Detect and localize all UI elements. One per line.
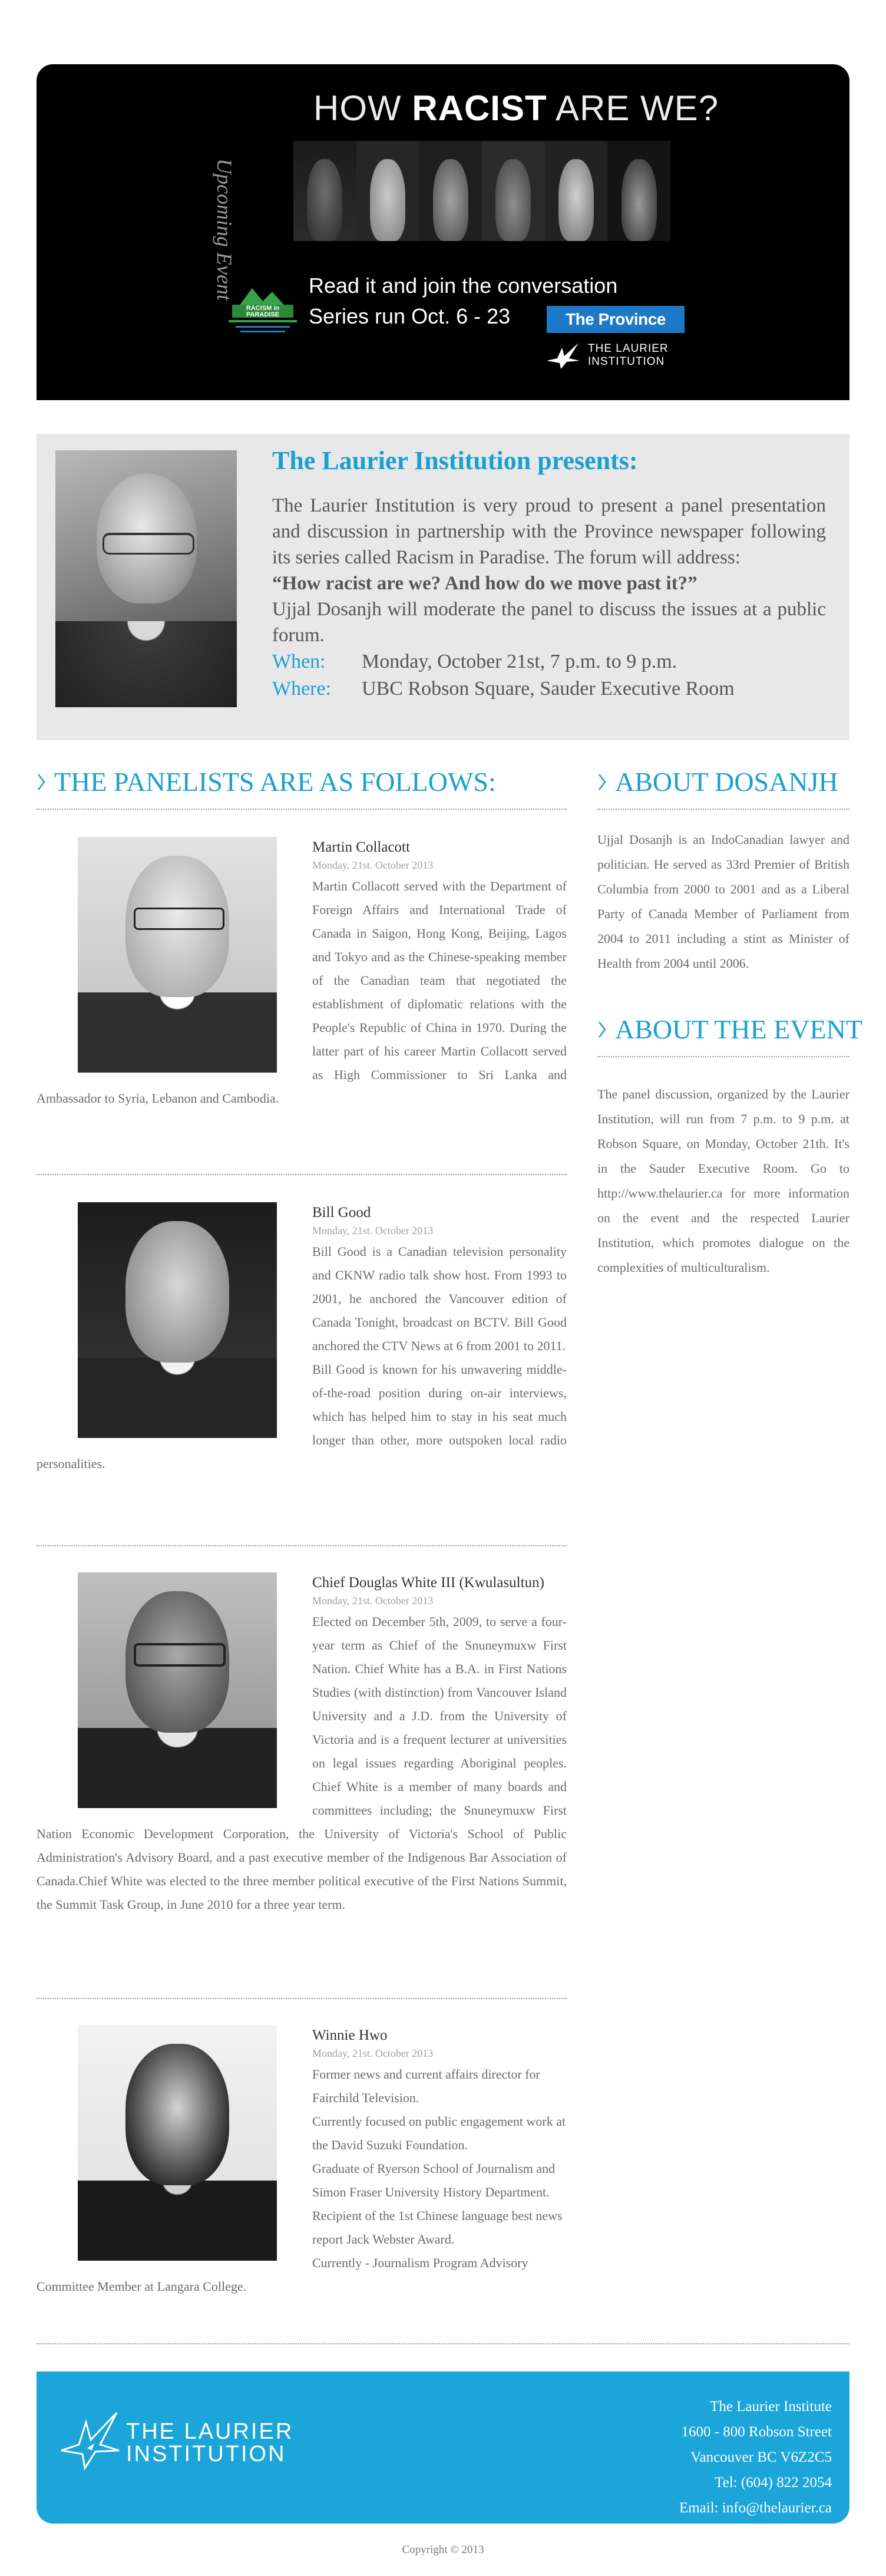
where-value: UBC Robson Square, Sauder Executive Room [362, 678, 735, 700]
banner-headline: HOW RACIST ARE WE? [313, 88, 719, 128]
panelist-photo [78, 1572, 277, 1808]
where-row [272, 675, 826, 702]
panelist-bio-line: Currently focused on public engagement work at the David Suzuki Foundation. [312, 2114, 566, 2152]
panelist-card-bill-good [37, 1202, 567, 1476]
panelist-name: Chief Douglas White III (Kwulasultun) [312, 1575, 544, 1591]
about-event-text: The panel discussion, organized by the Laurier Institution, will run from 7 p.m. to 9 p.m. at Robson Square, on Monday, October 21th. It's in the Sauder Executive Room. Go to http://www.thelaurier.ca for more information on the event and the respected Laurier Institution, which promotes dialogue on the complexities of multiculturalism. [597, 1087, 849, 1275]
copyright: Copyright © 2013 [402, 2544, 484, 2556]
panelist-date: Monday, 21st. October 2013 [312, 1225, 434, 1236]
panelist-bio-line: Graduate of Ryerson School of Journalism and Simon Fraser University History Department. [312, 2161, 556, 2199]
presents-body [272, 493, 826, 702]
the-province-logo: The Province [547, 306, 685, 333]
panelist-bio-line: Recipient of the 1st Chinese language best news report Jack Webster Award. [312, 2208, 563, 2247]
chevron-right-icon [597, 773, 607, 791]
address-line1: 1600 - 800 Robson Street [681, 2424, 832, 2440]
panelist-name: Martin Collacott [312, 839, 410, 855]
divider [37, 2343, 849, 2344]
divider [37, 809, 567, 810]
event-banner[interactable] [37, 64, 849, 400]
divider [37, 1545, 567, 1546]
laurier-institution-footer-logo[interactable] [58, 2409, 329, 2480]
footer-logo-line2: INSTITUTION [126, 2442, 286, 2466]
panelists-heading: THE PANELISTS ARE AS FOLLOWS: [37, 766, 496, 797]
divider [597, 1056, 849, 1057]
org-name: The Laurier Institute [710, 2399, 832, 2415]
panelist-card-douglas-white [37, 1572, 567, 1917]
footer [37, 2371, 849, 2524]
panelist-card-winnie-hwo [37, 2025, 567, 2298]
panelist-date: Monday, 21st. October 2013 [312, 859, 434, 871]
about-event-heading: ABOUT THE EVENT [597, 1014, 862, 1045]
presents-title: The Laurier Institution presents: [272, 446, 638, 475]
panelist-bio-continued: Bill Good is known for his unwavering middle-of-the-road position during on-air interviews, which has helped him to stay in his seat much longer than other, more outspoken local radio personalities. [37, 1362, 567, 1471]
panelist-card-martin-collacott [37, 837, 567, 1110]
panelist-bio-line: Former news and current affairs director for Fairchild Television. [312, 2067, 540, 2105]
about-dosanjh-text: Ujjal Dosanjh is an IndoCanadian lawyer and politician. He served as 33rd Premier of British Columbia from 2000 to 2001 and as a Liberal Party of Canada Member of Parliament from 2004 to 2011 including a stint as Minister of Health from 2004 until 2006. [597, 832, 849, 971]
rip-logo-bottom: PARADISE [246, 311, 280, 318]
panelist-photo [78, 1202, 277, 1438]
panelist-bio: Bill Good is a Canadian television personality and CKNW radio talk show host. From 1993 to 2001, he anchored the Vancouver edition of Canada Tonight, broadcast on BCTV. Bill Good anchored the CTV News at 6 from 2001 to 2011. [312, 1244, 567, 1353]
about-dosanjh-heading: ABOUT DOSANJH [597, 766, 838, 797]
where-label: Where: [272, 678, 332, 700]
upcoming-event-tag: Upcoming Event [213, 159, 236, 301]
divider [597, 809, 849, 810]
panelist-date: Monday, 21st. October 2013 [312, 2047, 434, 2059]
panelist-name: Bill Good [312, 1205, 371, 1221]
divider [37, 1998, 567, 1999]
panelist-photo [78, 2025, 277, 2261]
forum-question: “How racist are we? And how do we move past it?” [272, 573, 697, 594]
panelist-bio-line: Currently - Journalism Program Advisory Committee Member at Langara College. [37, 2255, 528, 2294]
when-row [272, 648, 826, 675]
panelist-name: Winnie Hwo [312, 2027, 388, 2043]
presents-intro: The Laurier Institution is very proud to present a panel presentation and discussion in partnership with the Province newspaper following its series called Racism in Paradise. The forum will address: [272, 495, 826, 568]
panelist-photo [78, 837, 277, 1073]
banner-logo-line2: INSTITUTION [588, 355, 665, 368]
banner-series-dates: Series run Oct. 6 - 23 [309, 304, 511, 328]
ujjal-dosanjh-photo [55, 450, 237, 707]
banner-faces-image [293, 141, 670, 241]
chevron-right-icon [597, 1020, 607, 1039]
address-line2: Vancouver BC V6Z2C5 [690, 2449, 832, 2465]
contact-info [679, 2394, 832, 2521]
banner-tagline: Read it and join the conversation [309, 273, 618, 298]
footer-logo-line1: THE LAURIER [126, 2419, 294, 2444]
presents-section [37, 434, 849, 740]
laurier-institution-banner-logo [544, 338, 686, 371]
banner-logo-line1: THE LAURIER [588, 342, 669, 355]
moderator-text: Ujjal Dosanjh will moderate the panel to discuss the issues at a public forum. [272, 599, 826, 646]
when-label: When: [272, 651, 326, 672]
rip-logo-top: RACISM in [246, 305, 280, 312]
chevron-right-icon [37, 773, 46, 791]
bird-icon [58, 2409, 123, 2474]
when-value: Monday, October 21st, 7 p.m. to 9 p.m. [362, 651, 677, 672]
email-link[interactable]: Email: info@thelaurier.ca [679, 2500, 832, 2516]
racism-in-paradise-logo [229, 279, 297, 335]
phone-number[interactable]: Tel: (604) 822 2054 [715, 2475, 832, 2491]
panelist-date: Monday, 21st. October 2013 [312, 1595, 434, 1607]
bird-icon [544, 341, 582, 370]
panelist-bio: Elected on December 5th, 2009, to serve a four-year term as Chief of the Snuneymuxw First Nation. Chief White has a B.A. in First Nations Studies (with distinction) from Vancouver Island University and a J.D. from the University of Victoria and is a frequent lecturer at universities on legal issues regarding Aboriginal peoples. Chief White is a member of many boards and committees including; the Snuneymuxw First Nation Economic Development Corporation, the University of Victoria's School of Public Administration's Advisory Board, and a past executive member of the Indigenous Bar Association of Canada.Chief White was elected to the three member political executive of the First Nations Summit, the Summit Task Group, in June 2010 for a three year term. [37, 1614, 567, 1912]
panelist-bio: Martin Collacott served with the Department of Foreign Affairs and International Trade of Canada in Saigon, Hong Kong, Beijing, Lagos and Tokyo and as the Chinese-speaking member of the Canadian team that negotiated the establishment of diplomatic relations with the People's Republic of China in 1970. During the latter part of his career Martin Collacott served as High Commissioner to Sri Lanka and Ambassador to Syria, Lebanon and Cambodia. [37, 879, 567, 1106]
divider [37, 1174, 567, 1175]
